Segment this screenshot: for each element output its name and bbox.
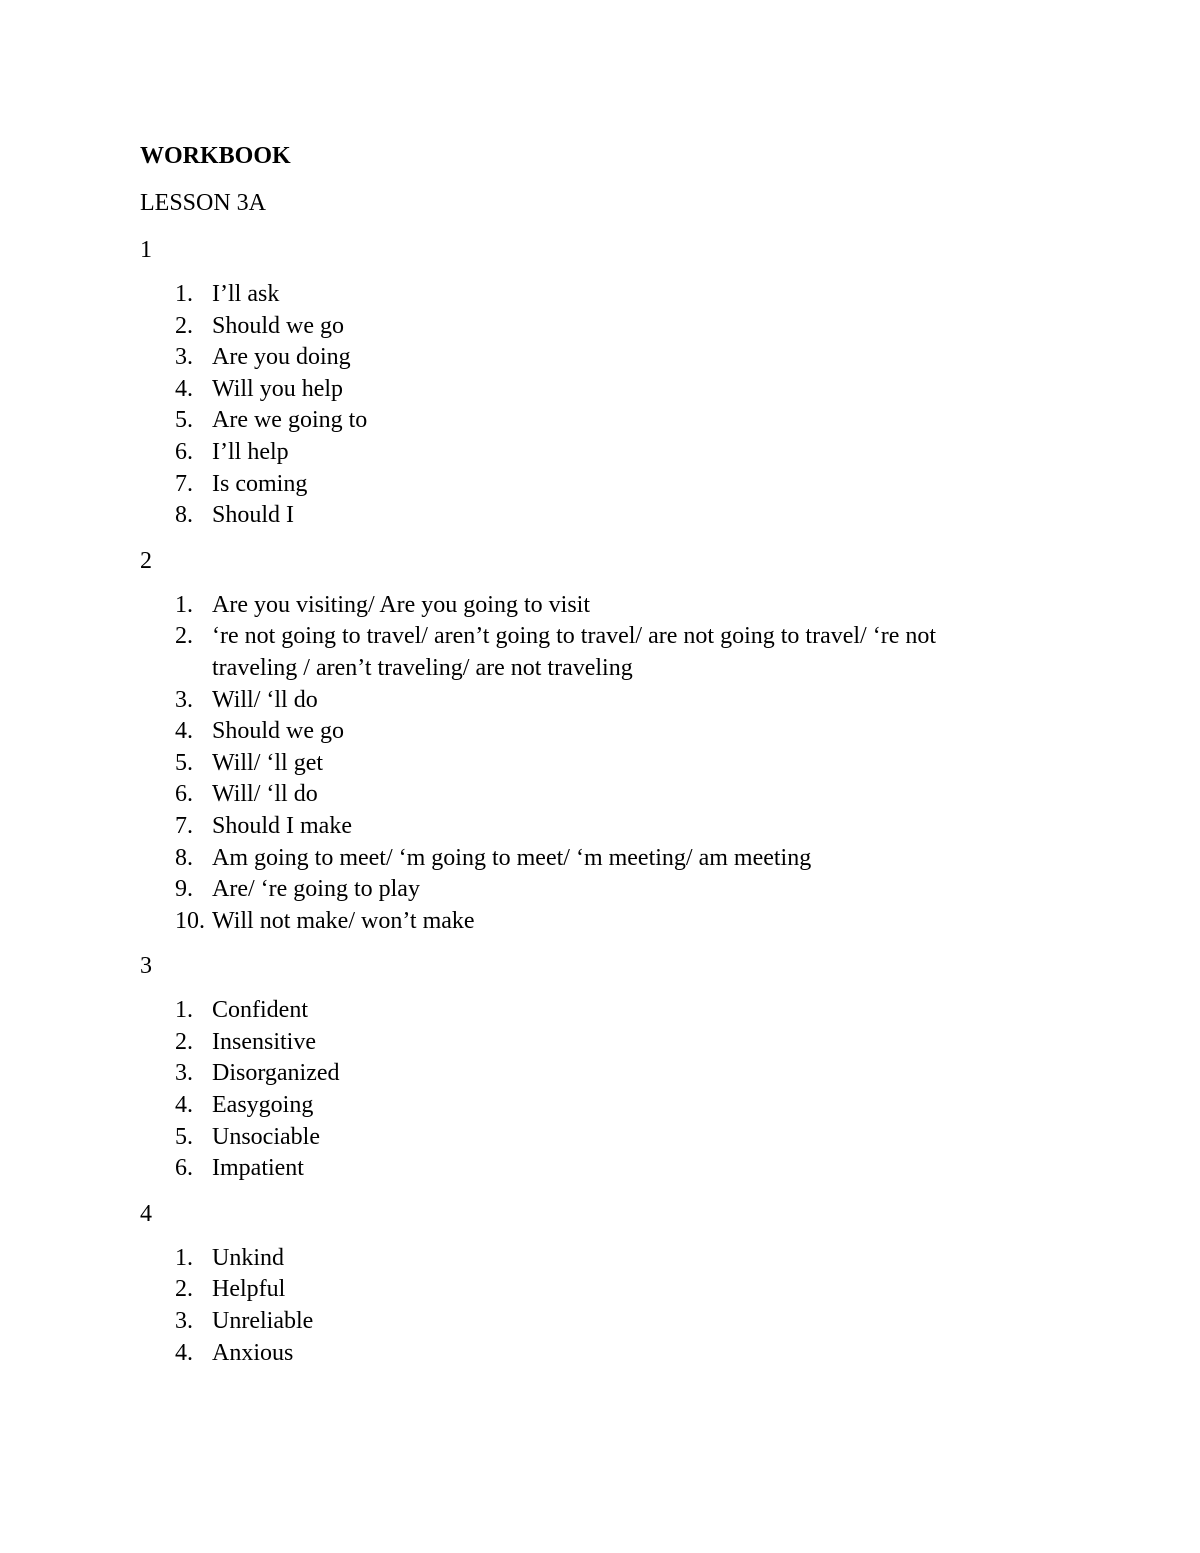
list-item xyxy=(140,843,1040,875)
item-answer: Disorganized xyxy=(212,1060,340,1087)
item-answer: Are you doing xyxy=(212,344,351,371)
list-item xyxy=(140,621,1040,684)
list-item xyxy=(140,437,1040,469)
item-answer: Easygoing xyxy=(212,1092,314,1119)
item-answer: Should I make xyxy=(212,812,352,839)
list-item xyxy=(140,1058,1040,1090)
section-number: 1 xyxy=(140,237,152,263)
list-item xyxy=(140,995,1040,1027)
item-number: 5. xyxy=(175,1123,193,1150)
item-answer: Am going to meet/ ‘m going to meet/ ‘m meeting/ am meeting xyxy=(212,844,812,871)
item-answer: Helpful xyxy=(212,1276,286,1303)
lesson-heading: LESSON 3A xyxy=(140,190,267,216)
answer-list xyxy=(140,1243,1040,1369)
answer-list xyxy=(140,279,1040,532)
item-number: 6. xyxy=(175,1155,193,1182)
list-item xyxy=(140,1306,1040,1338)
item-answer: Confident xyxy=(212,997,308,1024)
item-answer: ‘re not going to travel/ aren’t going to travel/ are not going to travel/ ‘re not traveling / aren’t traveling/ are not traveling xyxy=(212,623,937,681)
item-answer: Are/ ‘re going to play xyxy=(212,876,420,903)
item-number: 3. xyxy=(175,1060,193,1087)
section-number: 4 xyxy=(140,1200,152,1227)
item-answer: Will/ ‘ll get xyxy=(212,749,324,776)
item-answer: Impatient xyxy=(212,1155,304,1182)
list-item xyxy=(140,811,1040,843)
item-number: 2. xyxy=(175,312,193,339)
list-item xyxy=(140,500,1040,532)
list-item xyxy=(140,685,1040,717)
item-number: 3. xyxy=(175,344,193,371)
list-item xyxy=(140,1153,1040,1185)
item-number: 10. xyxy=(175,907,205,934)
item-answer: Will you help xyxy=(212,375,344,402)
item-number: 2. xyxy=(175,623,193,650)
list-item xyxy=(140,469,1040,501)
item-answer: Should I xyxy=(212,502,295,529)
item-number: 5. xyxy=(175,749,193,776)
list-item xyxy=(140,1122,1040,1154)
item-answer: Should we go xyxy=(212,718,344,745)
item-number: 3. xyxy=(175,686,193,713)
item-number: 1. xyxy=(175,997,193,1024)
item-answer: Anxious xyxy=(212,1339,294,1366)
item-number: 2. xyxy=(175,1276,193,1303)
list-item xyxy=(140,1027,1040,1059)
list-item xyxy=(140,279,1040,311)
item-answer: Insensitive xyxy=(212,1028,316,1055)
item-answer: Unreliable xyxy=(212,1308,314,1335)
answer-list xyxy=(140,995,1040,1185)
document-page xyxy=(140,138,1040,1380)
item-number: 6. xyxy=(175,781,193,808)
item-number: 1. xyxy=(175,591,193,618)
list-item xyxy=(140,1090,1040,1122)
item-number: 4. xyxy=(175,718,193,745)
item-number: 4. xyxy=(175,1092,193,1119)
list-item xyxy=(140,1243,1040,1275)
item-number: 1. xyxy=(175,1244,193,1271)
item-answer: Unsociable xyxy=(212,1123,320,1150)
section-number: 3 xyxy=(140,953,152,980)
item-answer: Is coming xyxy=(212,470,308,497)
item-answer: Should we go xyxy=(212,312,344,339)
list-item xyxy=(140,405,1040,437)
item-number: 5. xyxy=(175,407,193,434)
item-answer: Will/ ‘ll do xyxy=(212,686,318,713)
answer-list xyxy=(140,590,1040,938)
item-answer: I’ll ask xyxy=(212,281,280,307)
list-item xyxy=(140,1274,1040,1306)
item-answer: I’ll help xyxy=(212,438,289,465)
page-title: WORKBOOK xyxy=(140,143,291,169)
item-number: 9. xyxy=(175,876,193,903)
item-number: 4. xyxy=(175,1339,193,1366)
item-answer: Will/ ‘ll do xyxy=(212,781,318,808)
item-number: 3. xyxy=(175,1308,193,1335)
section-number: 2 xyxy=(140,547,152,574)
list-item xyxy=(140,748,1040,780)
list-item xyxy=(140,374,1040,406)
item-answer: Are we going to xyxy=(212,407,368,434)
list-item xyxy=(140,716,1040,748)
list-item xyxy=(140,906,1040,938)
item-answer: Unkind xyxy=(212,1244,284,1271)
list-item xyxy=(140,311,1040,343)
list-item xyxy=(140,1338,1040,1370)
list-item xyxy=(140,342,1040,374)
list-item xyxy=(140,779,1040,811)
item-number: 1. xyxy=(175,281,193,307)
item-number: 8. xyxy=(175,502,193,529)
item-number: 7. xyxy=(175,812,193,839)
list-item xyxy=(140,874,1040,906)
item-answer: Will not make/ won’t make xyxy=(212,907,475,934)
list-item xyxy=(140,590,1040,622)
item-number: 4. xyxy=(175,375,193,402)
item-answer: Are you visiting/ Are you going to visit xyxy=(212,591,590,618)
item-number: 2. xyxy=(175,1028,193,1055)
item-number: 8. xyxy=(175,844,193,871)
item-number: 7. xyxy=(175,470,193,497)
item-number: 6. xyxy=(175,438,193,465)
